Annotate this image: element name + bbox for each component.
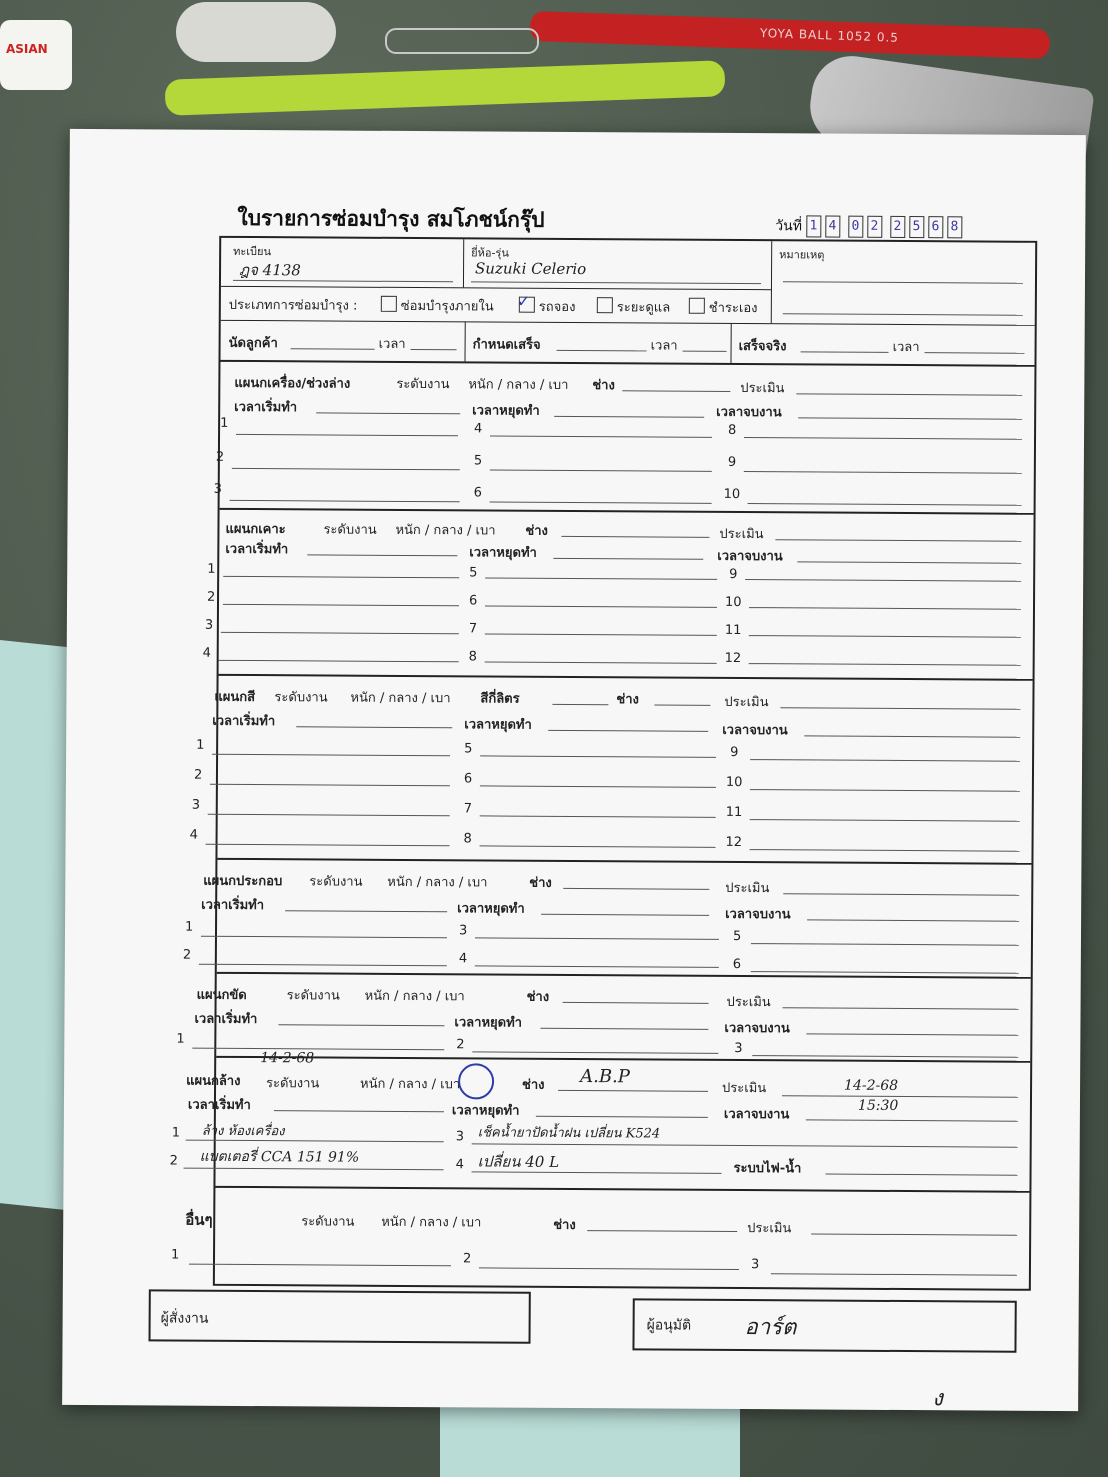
item-number: 8: [463, 831, 472, 847]
start-label: เวลาเริ่มทำ: [201, 897, 265, 914]
date-digit: 0: [848, 216, 863, 238]
tech-label: ช่าง: [526, 989, 550, 1005]
end-label: เวลาจบงาน: [725, 906, 791, 923]
eval-label: ประเมิน: [722, 1080, 767, 1097]
requester-label: ผู้สั่งงาน: [160, 1310, 209, 1327]
item-number: 7: [463, 801, 473, 817]
item-number: 1: [196, 737, 205, 753]
handwritten-item-1: ล้าง ห้องเครื่อง: [201, 1123, 285, 1140]
item-number: 1: [220, 415, 229, 431]
due-label: กำหนดเสร็จ: [472, 337, 541, 353]
item-number: 1: [170, 1247, 180, 1263]
end-label: เวลาจบงาน: [722, 722, 788, 739]
type-option-selfpay[interactable]: ชำระเอง: [689, 297, 758, 318]
form-table: [169, 236, 1037, 1291]
item-line: [208, 814, 450, 816]
handwritten-end-date: 14-2-68: [844, 1077, 899, 1094]
level-options[interactable]: หนัก / กลาง / เบา: [387, 874, 488, 891]
stop-label: เวลาหยุดทำ: [454, 1015, 523, 1031]
section-paint: [189, 676, 1032, 865]
item-line: [189, 1264, 451, 1267]
item-line: [752, 1055, 1018, 1058]
end-line: [798, 417, 1022, 419]
item-line: [475, 937, 719, 939]
item-number: 3: [458, 923, 468, 939]
start-label: เวลาเริ่มทำ: [187, 1097, 251, 1114]
eval-line: [783, 893, 1019, 895]
water-line: [826, 1174, 1018, 1176]
stop-line: [540, 1028, 708, 1030]
item-number: 3: [734, 1040, 743, 1057]
tech-label: ช่าง: [616, 692, 639, 708]
appt-time-line: [411, 349, 457, 350]
item-number: 9: [730, 744, 739, 761]
type-option-internal[interactable]: ซ่อมบำรุงภายใน: [381, 295, 494, 317]
end-label: เวลาจบงาน: [716, 404, 782, 421]
section-name: แผนกสี: [214, 689, 256, 706]
remark-line: [783, 313, 1023, 315]
item-line: [749, 635, 1021, 638]
tech-label: ช่าง: [525, 523, 548, 539]
item-line: [485, 577, 717, 579]
end-line: [806, 1033, 1018, 1035]
item-line: [744, 471, 1022, 474]
appointment-row: [220, 320, 1034, 367]
bottom-paper: [440, 1405, 740, 1477]
item-line: [201, 936, 447, 939]
item-line: [750, 789, 1020, 792]
level-options[interactable]: หนัก / กลาง / เบา: [468, 377, 569, 393]
item-number: 9: [727, 454, 737, 470]
item-number: 3: [455, 1129, 465, 1145]
due-line: [557, 350, 647, 352]
level-label: ระดับงาน: [266, 1076, 320, 1092]
done-label: เสร็จจริง: [738, 338, 787, 355]
date-digit: 4: [825, 216, 840, 238]
end-label: เวลาจบงาน: [723, 1106, 790, 1123]
date-digit: 2: [867, 216, 882, 238]
handwritten-tech: A.B.P: [580, 1066, 630, 1088]
item-line: [475, 965, 719, 967]
start-line: [316, 412, 460, 414]
eval-label: ประเมิน: [726, 994, 771, 1011]
item-number: 2: [456, 1037, 465, 1053]
item-number: 5: [469, 565, 478, 581]
item-number: 12: [724, 650, 742, 667]
item-line: [771, 1273, 1017, 1276]
item-line: [745, 579, 1021, 582]
level-options[interactable]: หนัก / กลาง / เบา: [395, 522, 496, 539]
type-option-maintenance[interactable]: ระยะดูแล: [597, 296, 670, 317]
eraser: [176, 2, 336, 62]
item-line: [186, 1140, 444, 1143]
date-digit: 5: [909, 216, 924, 238]
color-label: สีกี่ลิตร: [480, 691, 520, 707]
item-line: [480, 845, 716, 847]
brand-line: [471, 281, 761, 284]
item-number: 4: [474, 421, 483, 437]
section-engine: [213, 362, 1035, 515]
item-number: 4: [455, 1157, 464, 1173]
tech-line: [563, 1002, 709, 1004]
item-line: [748, 503, 1022, 506]
item-number: 2: [462, 1251, 472, 1267]
correction-bottle: [0, 20, 72, 90]
brand-label: ยี่ห้อ-รุ่น: [471, 246, 509, 260]
color-line: [552, 704, 608, 705]
item-number: 2: [207, 589, 216, 605]
done-time-label: เวลา: [892, 339, 920, 356]
item-number: 5: [732, 928, 742, 945]
item-number: 2: [182, 947, 192, 963]
item-number: 1: [207, 561, 216, 577]
item-number: 8: [468, 649, 478, 665]
tech-line: [654, 704, 710, 705]
section-name: แผนกเครื่อง/ช่วงล่าง: [234, 375, 351, 392]
bottle-label: ASIAN: [6, 42, 48, 56]
stop-line: [536, 1116, 708, 1118]
eval-line: [796, 393, 1022, 395]
tech-line: [561, 536, 709, 538]
eval-line: [811, 1233, 1017, 1235]
item-number: 3: [750, 1257, 760, 1273]
item-line: [472, 1143, 1018, 1147]
item-number: 1: [184, 919, 194, 935]
stop-label: เวลาหยุดทำ: [472, 403, 540, 419]
item-line: [199, 964, 447, 967]
section-name: แผนกล้าง: [186, 1073, 241, 1089]
item-number: 2: [193, 767, 203, 783]
item-number: 3: [213, 481, 223, 497]
item-number: 11: [725, 804, 743, 821]
tech-line: [622, 390, 730, 392]
item-line: [490, 469, 712, 471]
level-label: ระดับงาน: [286, 988, 340, 1004]
item-number: 5: [464, 741, 473, 757]
item-line: [480, 815, 716, 817]
done-time-line: [925, 352, 1025, 354]
brand-value[interactable]: Suzuki Celerio: [475, 259, 587, 279]
tech-label: ช่าง: [529, 875, 552, 891]
item-number: 6: [732, 956, 742, 973]
divider: [221, 286, 771, 290]
item-line: [212, 754, 450, 756]
eval-line: [775, 539, 1021, 542]
start-line: [274, 1110, 444, 1112]
date-label: วันที่: [775, 218, 803, 235]
item-line: [184, 1168, 444, 1171]
paper-clips: [385, 28, 539, 54]
date-digit: 8: [947, 216, 962, 238]
date-digit: 6: [928, 216, 943, 238]
divider: [463, 239, 464, 287]
checkbox-checked[interactable]: ✓: [519, 297, 535, 313]
level-options[interactable]: หนัก / กลาง / เบา: [381, 1214, 482, 1231]
handwritten-end-time: 15:30: [857, 1097, 899, 1114]
item-number: 4: [189, 827, 198, 843]
due-time-label: เวลา: [650, 338, 678, 354]
approver-signature: อาร์ต: [744, 1315, 797, 1341]
item-number: 5: [473, 453, 483, 469]
section-other: [170, 1188, 1030, 1289]
eval-label: ประเมิน: [719, 526, 764, 543]
item-number: 6: [473, 485, 483, 501]
section-name: แผนกขัด: [196, 987, 247, 1004]
appt-label: นัดลูกค้า: [228, 335, 278, 352]
tech-label: ช่าง: [553, 1217, 576, 1234]
checkbox[interactable]: [597, 297, 613, 313]
corner-mark: ง: [932, 1386, 943, 1412]
end-line: [797, 561, 1021, 563]
item-line: [219, 660, 459, 662]
tech-line: [587, 1230, 737, 1232]
item-line: [480, 755, 716, 757]
item-line: [485, 633, 717, 635]
tech-label: ช่าง: [522, 1077, 545, 1093]
approver-label: ผู้อนุมัติ: [646, 1317, 692, 1334]
start-label: เวลาเริ่มทำ: [194, 1011, 258, 1028]
handwritten-item-2: แบตเตอรี่ CCA 151 91%: [199, 1148, 360, 1166]
eval-label: ประเมิน: [740, 381, 785, 397]
item-line: [223, 604, 459, 606]
divider: [464, 321, 465, 361]
item-line: [485, 661, 717, 663]
item-number: 12: [725, 834, 743, 851]
item-line: [490, 501, 712, 503]
stop-label: เวลาหยุดทำ: [457, 901, 525, 917]
divider: [730, 323, 731, 363]
level-label: ระดับงาน: [309, 874, 363, 890]
due-time-line: [683, 351, 727, 352]
item-line: [230, 500, 460, 502]
item-number: 3: [191, 797, 201, 813]
eval-line: [780, 707, 1020, 709]
item-line: [192, 1048, 444, 1051]
item-line: [232, 468, 460, 470]
end-line: [804, 735, 1020, 737]
pen-brand: YOYA BALL 1052 0.5: [759, 25, 900, 45]
type-label: ประเภทการซ่อมบำรุง :: [228, 297, 358, 314]
level-label: ระดับงาน: [274, 690, 328, 706]
end-line: [806, 1119, 1018, 1121]
item-number: 1: [171, 1125, 181, 1141]
level-options[interactable]: หนัก / กลาง / เบา: [364, 988, 465, 1005]
item-line: [485, 605, 717, 607]
item-number: 6: [468, 593, 478, 609]
level-label: ระดับงาน: [301, 1214, 355, 1230]
item-number: 3: [204, 617, 214, 633]
item-number: 2: [215, 449, 225, 465]
done-line: [801, 351, 889, 353]
approver-box[interactable]: [632, 1298, 1016, 1352]
section-name: แผนกประกอบ: [203, 873, 283, 890]
item-number: 10: [724, 594, 742, 611]
checkbox[interactable]: [689, 298, 705, 314]
tech-label: ช่าง: [592, 378, 615, 394]
item-line: [749, 607, 1021, 610]
item-line: [744, 437, 1022, 440]
handwritten-start-date: 14-2-68: [260, 1050, 315, 1067]
water-system-label: ระบบไฟ-น้ำ: [733, 1160, 802, 1177]
stop-label: เวลาหยุดทำ: [469, 545, 537, 561]
item-number: 2: [169, 1153, 178, 1169]
item-number: 11: [724, 622, 742, 639]
eval-line: [783, 1007, 1019, 1009]
item-line: [206, 844, 450, 846]
appt-line: [291, 348, 375, 350]
tech-line: [563, 888, 709, 890]
item-number: 10: [723, 486, 741, 503]
level-label: ระดับงาน: [323, 522, 377, 538]
eval-label: ประเมิน: [725, 880, 770, 897]
reg-label: ทะเบียน: [233, 244, 272, 259]
item-line: [223, 576, 459, 578]
appt-time-label: เวลา: [378, 336, 406, 352]
start-label: เวลาเริ่มทำ: [225, 541, 289, 558]
item-line: [479, 1267, 739, 1270]
start-label: เวลาเริ่มทำ: [234, 399, 298, 416]
item-number: 7: [468, 621, 478, 637]
eval-label: ประเมิน: [747, 1221, 792, 1237]
form-title: ใบรายการซ่อมบำรุง สมโภชน์กรุ๊ป: [237, 205, 545, 232]
stop-label: เวลาหยุดทำ: [464, 717, 532, 733]
item-line: [221, 632, 459, 634]
section-polish: [176, 974, 1030, 1063]
start-line: [296, 726, 452, 728]
eval-line: [782, 1095, 1018, 1097]
date-digit: 1: [806, 215, 821, 237]
item-line: [210, 784, 450, 786]
stop-line: [541, 914, 709, 916]
remark-line: [783, 281, 1023, 283]
eval-label: ประเมิน: [724, 694, 769, 711]
item-line: [750, 819, 1020, 822]
end-label: เวลาจบงาน: [724, 1020, 790, 1037]
item-line: [480, 785, 716, 787]
start-line: [285, 910, 447, 912]
start-line: [307, 554, 457, 556]
item-line: [749, 663, 1021, 666]
item-line: [472, 1051, 718, 1054]
handwritten-item-3: เช็คน้ำยาปัดน้ำฝน เปลี่ยน K524: [477, 1125, 661, 1142]
level-label: ระดับงาน: [396, 376, 450, 393]
end-line: [807, 919, 1019, 921]
tech-line: [558, 1090, 708, 1092]
item-line: [751, 943, 1019, 946]
type-option-reserved[interactable]: ✓ รถจอง: [516, 291, 576, 316]
item-line: [236, 434, 458, 436]
item-number: 4: [202, 645, 212, 661]
section-body: [202, 510, 1034, 681]
header-block: [221, 238, 1035, 326]
remark-label: หมายเหตุ: [779, 248, 825, 262]
item-line: [750, 849, 1020, 852]
date-field[interactable]: [775, 215, 962, 238]
section-name: อื่นๆ: [185, 1210, 213, 1229]
start-line: [278, 1024, 444, 1026]
stop-line: [554, 416, 704, 418]
item-number: 9: [729, 566, 738, 582]
section-name: แผนกเคาะ: [225, 521, 286, 538]
item-number: 1: [176, 1031, 185, 1047]
divider: [771, 241, 773, 323]
stop-line: [548, 730, 708, 732]
item-line: [751, 971, 1019, 974]
repair-form-sheet: [62, 129, 1086, 1411]
end-label: เวลาจบงาน: [717, 548, 783, 565]
checkbox[interactable]: [381, 296, 397, 312]
item-number: 8: [728, 422, 737, 438]
level-options[interactable]: หนัก / กลาง / เบา: [350, 690, 451, 707]
stop-label: เวลาหยุดทำ: [451, 1103, 520, 1119]
item-line: [750, 759, 1020, 762]
item-number: 10: [725, 774, 743, 791]
start-label: เวลาเริ่มทำ: [212, 713, 276, 730]
item-number: 6: [463, 771, 473, 787]
date-digit: 2: [890, 216, 905, 238]
section-wash: [169, 1050, 1030, 1193]
level-options[interactable]: หนัก / กลาง / เบา: [360, 1076, 461, 1093]
reg-value[interactable]: ฎจ 4138: [238, 260, 301, 280]
level-circle-mark: [458, 1063, 494, 1099]
section-assembly: [182, 860, 1032, 979]
item-number: 4: [458, 951, 468, 967]
stop-line: [553, 558, 703, 560]
item-line: [490, 435, 712, 437]
handwritten-item-4: เปลี่ยน 40 L: [477, 1152, 560, 1171]
requester-box[interactable]: [149, 1289, 531, 1343]
